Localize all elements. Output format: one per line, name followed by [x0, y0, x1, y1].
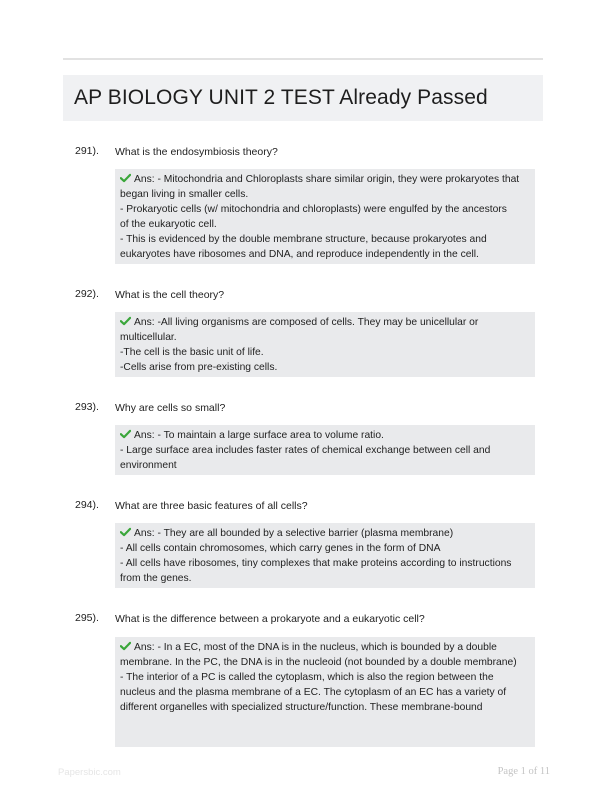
question-text: What is the endosymbiosis theory?: [115, 146, 278, 158]
answer-box-291: [115, 169, 535, 264]
check-icon: [120, 173, 131, 183]
answer-line: - This is evidenced by the double membrane structure, because prokaryotes and: [120, 234, 487, 245]
question-number: 292).: [75, 288, 99, 300]
answer-line: from the genes.: [120, 573, 192, 584]
answer-line: -The cell is the basic unit of life.: [120, 347, 264, 358]
answer-line: Ans: -All living organisms are composed of cells. They may be unicellular or: [120, 315, 530, 330]
question-number: 295).: [75, 612, 99, 624]
title-banner: [63, 75, 543, 121]
answer-box-293: [115, 425, 535, 475]
top-divider: [63, 58, 543, 60]
footer-watermark: Papersbic.com: [58, 767, 121, 778]
answer-line: - Large surface area includes faster rates of chemical exchange between cell and: [120, 445, 491, 456]
answer-line: -Cells arise from pre-existing cells.: [120, 362, 278, 373]
answer-box-295: [115, 637, 535, 747]
question-text: What is the cell theory?: [115, 289, 225, 301]
answer-line: of the eukaryotic cell.: [120, 219, 217, 230]
page-title: AP BIOLOGY UNIT 2 TEST Already Passed: [74, 86, 488, 109]
answer-box-292: [115, 312, 535, 377]
answer-line: - The interior of a PC is called the cytoplasm, which is also the region between the: [120, 672, 494, 683]
answer-line: environment: [120, 460, 177, 471]
check-icon: [120, 527, 131, 537]
page-number: Page 1 of 11: [497, 766, 550, 777]
check-icon: [120, 641, 131, 651]
answer-line: began living in smaller cells.: [120, 189, 249, 200]
answer-line: Ans: - In a EC, most of the DNA is in the nucleus, which is bounded by a double: [120, 640, 530, 655]
answer-line: nucleus and the plasma membrane of a EC. The cytoplasm of an EC has a variety of: [120, 687, 507, 698]
answer-line: Ans: - To maintain a large surface area to volume ratio.: [120, 428, 530, 443]
answer-line: - Prokaryotic cells (w/ mitochondria and chloroplasts) were engulfed by the ancestors: [120, 204, 507, 215]
answer-line: different organelles with specialized structure/function. These membrane-bound: [120, 702, 483, 713]
question-number: 291).: [75, 145, 99, 157]
answer-line: Ans: - They are all bounded by a selective barrier (plasma membrane): [120, 526, 530, 541]
check-icon: [120, 316, 131, 326]
answer-line: - All cells contain chromosomes, which carry genes in the form of DNA: [120, 543, 441, 554]
answer-line: multicellular.: [120, 332, 177, 343]
question-number: 293).: [75, 401, 99, 413]
answer-line: - All cells have ribosomes, tiny complexes that make proteins according to instructions: [120, 558, 512, 569]
answer-line: membrane. In the PC, the DNA is in the nucleoid (not bounded by a double membrane): [120, 657, 517, 668]
answer-line: eukaryotes have ribosomes and DNA, and reproduce independently in the cell.: [120, 249, 479, 260]
question-number: 294).: [75, 499, 99, 511]
question-text: Why are cells so small?: [115, 402, 226, 414]
check-icon: [120, 429, 131, 439]
question-text: What are three basic features of all cells?: [115, 500, 308, 512]
answer-box-294: [115, 523, 535, 588]
answer-line: Ans: - Mitochondria and Chloroplasts share similar origin, they were prokaryotes that: [120, 172, 530, 187]
question-text: What is the difference between a prokaryote and a eukaryotic cell?: [115, 613, 425, 625]
